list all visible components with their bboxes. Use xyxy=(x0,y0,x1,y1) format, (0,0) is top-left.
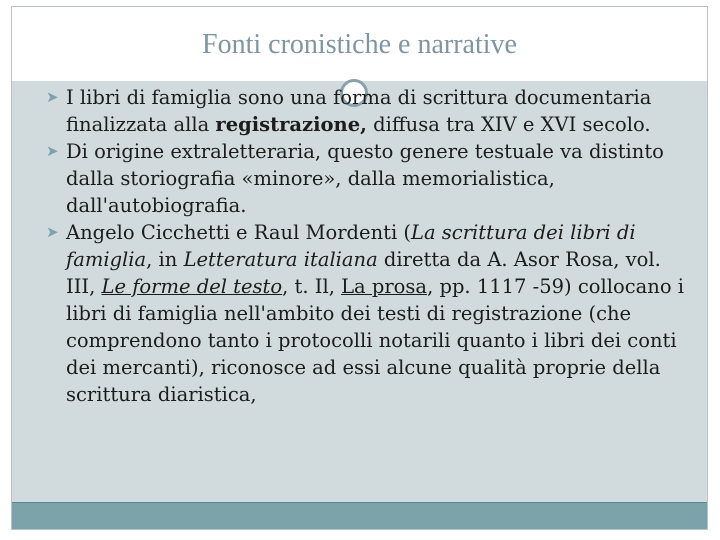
bullet-segment: I libri di famiglia sono una forma di scrittura documentaria finalizzata alla xyxy=(66,86,652,136)
bullet-text xyxy=(66,84,696,138)
bullet-segment: , in xyxy=(146,248,184,271)
leaf-arrow-icon: ➤ xyxy=(46,142,59,160)
bullet-item xyxy=(46,84,696,138)
bullet-text xyxy=(66,138,696,219)
bullet-list xyxy=(46,84,696,408)
bullet-segment-underline: La prosa xyxy=(341,275,428,298)
bullet-segment: , pp. 1117 -59) collocano i libri di famiglia nell'ambito dei testi di registrazione (che comprendono tanto i protocolli notarili quanto i libri dei conti dei mercanti), riconosce ad essi alcune qualità proprie della scrittura diaristica, xyxy=(66,275,685,406)
bullet-segment: Angelo Cicchetti e Raul Mordenti ( xyxy=(66,221,412,244)
bullet-item xyxy=(46,138,696,219)
bullet-text xyxy=(66,219,696,408)
bullet-segment: diretta da A. Asor Rosa, vol. III, xyxy=(66,248,661,298)
bullet-item xyxy=(46,219,696,408)
bullet-segment: , t. Il, xyxy=(282,275,342,298)
bullet-segment-italic: Letteratura italiana xyxy=(183,248,378,271)
bullet-segment: diffusa tra XIV e XVI secolo. xyxy=(366,113,651,136)
bullet-segment-italic: La scrittura dei libri di famiglia xyxy=(66,221,636,271)
bullet-segment: Di origine extraletteraria, questo genere testuale va distinto dalla storiografia «minore», dalla memorialistica, dall'autobiografia. xyxy=(66,140,664,217)
leaf-arrow-icon: ➤ xyxy=(46,88,59,106)
slide-title: Fonti cronistiche e narrative xyxy=(202,29,517,60)
leaf-arrow-icon: ➤ xyxy=(46,223,59,241)
bullet-segment-bold: registrazione, xyxy=(215,113,367,136)
bullet-segment-italic-underline: Le forme del testo xyxy=(101,275,283,298)
